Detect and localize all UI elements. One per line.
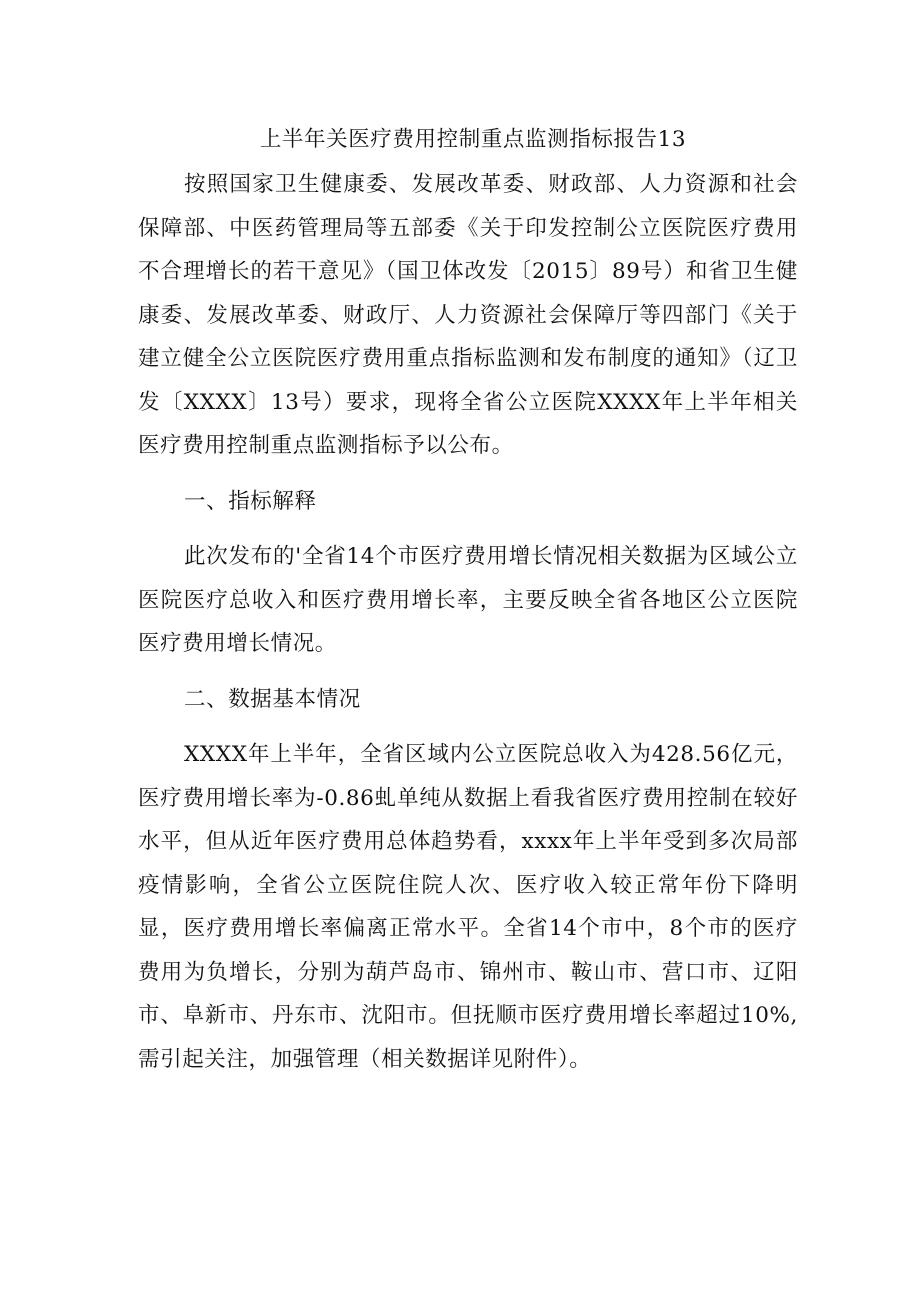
section-body-data-overview: XXXX年上半年，全省区域内公立医院总收入为428.56亿元，医疗费用增长率为-0.86虬单纯从数据上看我省医疗费用控制在较好水平，但从近年医疗费用总体趋势看，xxxx年上半年受到多次局部疫情影响，全省公立医院住院人次、医疗收入较正常年份下降明显，医疗费用增长率偏离正常水平。全省14个市中，8个市的医疗费用为负增长，分别为葫芦岛市、锦州市、鞍山市、营口市、辽阳市、阜新市、丹东市、沈阳市。但抚顺市医疗费用增长率超过10%,需引起关注，加强管理（相关数据详见附件）。: [138, 742, 798, 1072]
section-heading-indicator-explanation: 一、指标解释: [184, 488, 317, 514]
document-title: 上半年关医疗费用控制重点监测指标报告13: [259, 127, 687, 152]
section-heading-data-overview: 二、数据基本情况: [184, 686, 361, 712]
document-page: [138, 120, 798, 1085]
section-body-indicator-explanation: 此次发布的'全省14个市医疗费用增长情况相关数据为区域公立医院医疗总收入和医疗费用增长率，主要反映全省各地区公立医院医疗费用增长情况。: [138, 544, 798, 656]
intro-paragraph: 按照国家卫生健康委、发展改革委、财政部、人力资源和社会保障部、中医药管理局等五部委《关于印发控制公立医院医疗费用不合理增长的若干意见》（国卫体改发〔2015〕89号）和省卫生健康委、发展改革委、财政厅、人力资源社会保障厅等四部门《关于建立健全公立医院医疗费用重点指标监测和发布制度的通知》（辽卫发〔XXXX〕13号）要求，现将全省公立医院XXXX年上半年相关医疗费用控制重点监测指标予以公布。: [138, 172, 798, 458]
